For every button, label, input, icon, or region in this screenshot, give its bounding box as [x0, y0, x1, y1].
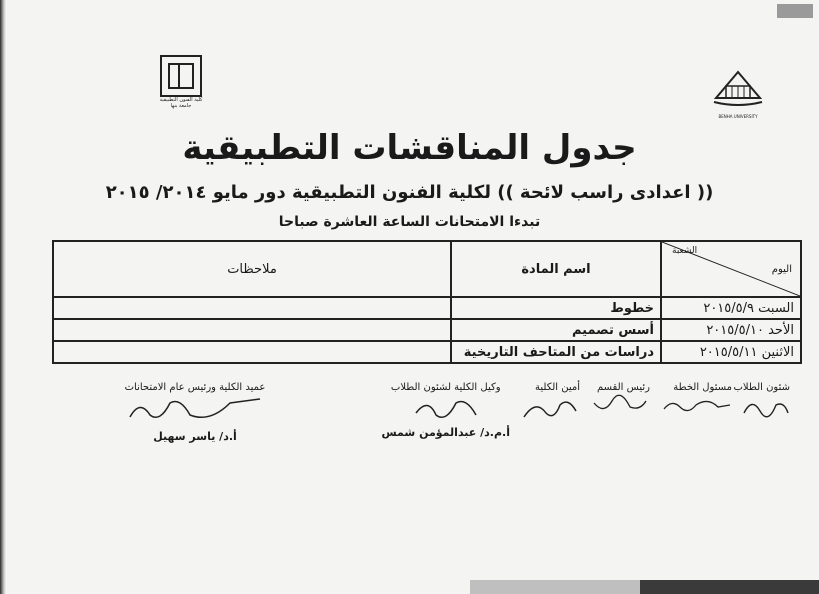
- table-header-row: [53, 241, 801, 297]
- dean-title: عميد الكلية ورئيس عام الامتحانات: [124, 382, 266, 393]
- corner-header-cell: [661, 241, 801, 297]
- branch-label: الشعبة: [672, 246, 698, 256]
- subject-column-header: اسم المادة: [451, 241, 661, 297]
- signature-scribble: [590, 393, 650, 417]
- start-time-note: تبدءا الامتحانات الساعة العاشرة صباحا: [278, 214, 541, 230]
- notes-cell: [53, 319, 451, 341]
- day-cell: الاثنين ٢٠١٥/٥/١١: [661, 341, 801, 363]
- signature-student-affairs: [734, 382, 791, 422]
- table-row: [53, 341, 801, 363]
- page-title: جدول المناقشات التطبيقية: [182, 128, 637, 168]
- university-logo-caption: BENHA UNIVERSITY: [718, 114, 758, 119]
- university-logo-icon: [708, 68, 768, 116]
- schedule-table: [52, 240, 802, 364]
- signature-plan-officer: [662, 382, 732, 420]
- faculty-logo-caption: كلية الفنون التطبيقية جامعة بنها: [159, 97, 203, 109]
- student-affairs-title: شئون الطلاب: [733, 382, 790, 393]
- signature-scribble: [520, 393, 580, 423]
- signature-scribble: [662, 393, 732, 417]
- table-row: [53, 297, 801, 319]
- signature-scribble: [740, 393, 790, 419]
- table-row: [53, 319, 801, 341]
- notes-column-header: ملاحظات: [53, 241, 451, 297]
- day-cell: السبت ٢٠١٥/٥/٩: [661, 297, 801, 319]
- signature-dept-head: [590, 382, 650, 420]
- plan-officer-title: مسئول الخطة: [673, 382, 732, 393]
- subject-cell: دراسات من المتاحف التاريخية: [451, 341, 661, 363]
- notes-cell: [53, 297, 451, 319]
- vice-dean-name: أ.م.د/ عبدالمؤمن شمس: [381, 426, 510, 439]
- signature-scribble: [406, 393, 486, 423]
- day-label: اليوم: [771, 264, 792, 275]
- signature-scribble: [120, 393, 270, 427]
- notes-cell: [53, 341, 451, 363]
- day-cell: الأحد ٢٠١٥/٥/١٠: [661, 319, 801, 341]
- signatures-block: [90, 380, 790, 460]
- signature-dean: [120, 382, 270, 443]
- scan-edge-bottom-light: [470, 580, 640, 594]
- signature-vice-dean: [382, 382, 511, 439]
- faculty-logo: [158, 55, 204, 111]
- subject-cell: خطوط: [451, 297, 661, 319]
- faculty-logo-icon: [160, 55, 202, 97]
- signature-secretary: [520, 382, 580, 426]
- scan-corner-mark: [777, 4, 813, 18]
- secretary-title: أمين الكلية: [535, 382, 580, 393]
- scan-edge-left: [0, 0, 6, 594]
- university-logo: [708, 68, 768, 119]
- dept-head-title: رئيس القسم: [596, 382, 650, 393]
- dean-name: أ.د/ ياسر سهيل: [153, 430, 237, 443]
- vice-dean-title: وكيل الكلية لشئون الطلاب: [390, 382, 501, 393]
- subject-cell: أسس تصميم: [451, 319, 661, 341]
- page-subtitle: (( اعدادى راسب لائحة )) لكلية الفنون التطبيقية دور مايو ٢٠١٤/ ٢٠١٥: [105, 182, 714, 203]
- scan-edge-bottom: [640, 580, 819, 594]
